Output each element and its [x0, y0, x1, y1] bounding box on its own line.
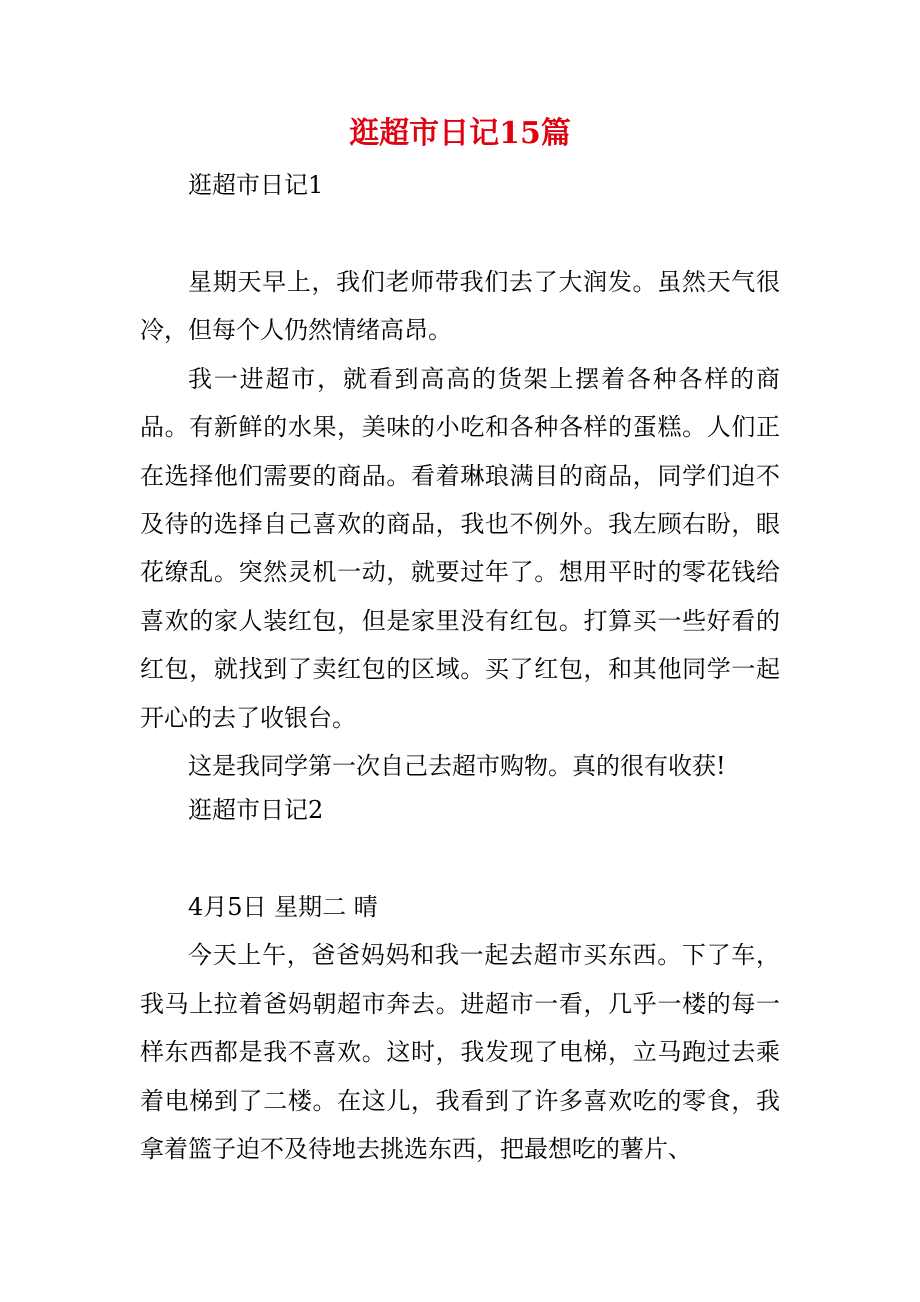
paragraph: 我一进超市，就看到高高的货架上摆着各种各样的商品。有新鲜的水果，美味的小吃和各种各样的蛋糕。人们正在选择他们需要的商品。看着琳琅满目的商品，同学们迫不及待的选择自己喜欢的商品，我也不例外。我左顾右盼，眼花缭乱。突然灵机一动，就要过年了。想用平时的零花钱给喜欢的家人装红包，但是家里没有红包。打算买一些好看的红包，就找到了卖红包的区域。买了红包，和其他同学一起开心的去了收银台。: [140, 364, 780, 732]
entry-heading: 逛超市日记1: [188, 171, 324, 199]
entry-date-line: 4月5日 星期二 晴: [188, 893, 378, 921]
paragraph: 这是我同学第一次自己去超市购物。真的很有收获!: [188, 752, 726, 781]
entry-1-body: [140, 258, 780, 790]
document-title: 逛超市日记15篇: [349, 116, 571, 151]
entry-2-heading-block: [140, 786, 780, 834]
entry-2-body: [140, 883, 780, 1173]
paragraph: 星期天早上，我们老师带我们去了大润发。虽然天气很冷，但每个人仍然情绪高昂。: [140, 268, 780, 345]
paragraph: 今天上午，爸爸妈妈和我一起去超市买东西。下了车，我马上拉着爸妈朝超市奔去。进超市一看，几乎一楼的每一样东西都是我不喜欢。这时，我发现了电梯，立马跑过去乘着电梯到了二楼。在这儿，我看到了许多喜欢吃的零食，我拿着篮子迫不及待地去挑选东西，把最想吃的薯片、: [140, 941, 780, 1164]
entry-heading: 逛超市日记2: [188, 796, 324, 824]
entry-1-heading-block: [140, 161, 780, 209]
